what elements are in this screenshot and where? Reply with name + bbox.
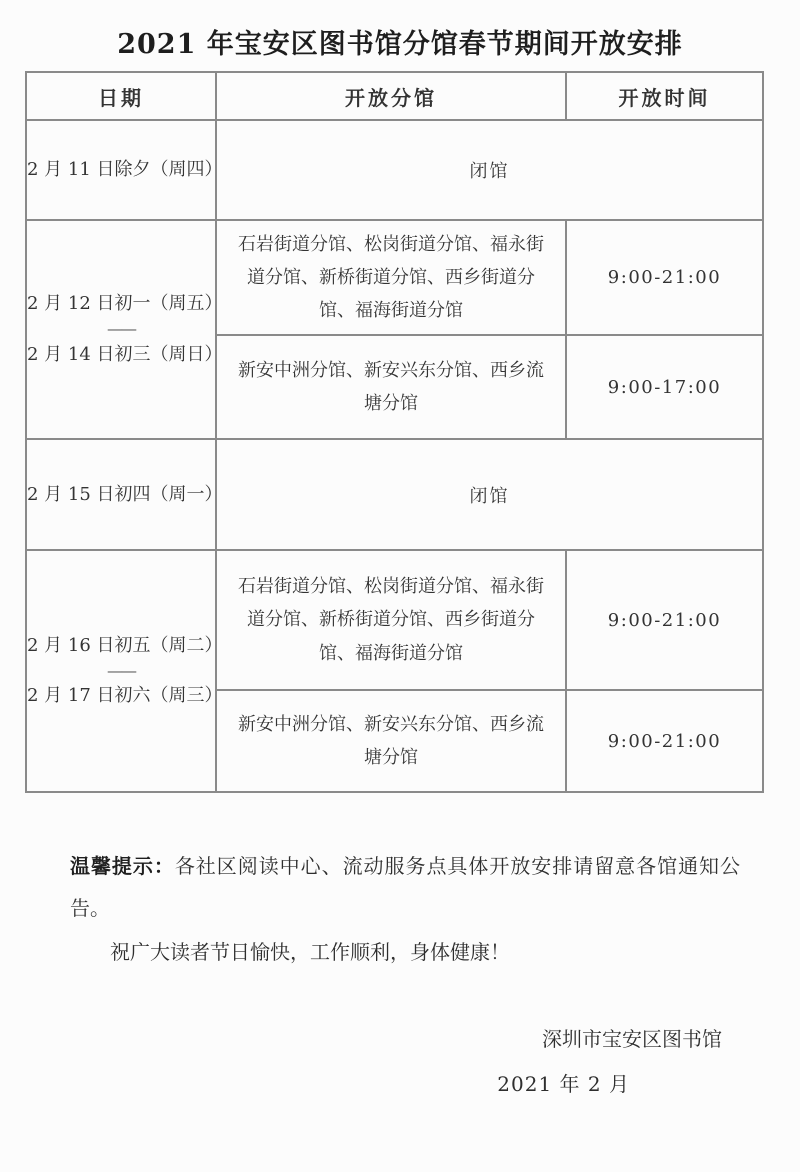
notice-paragraph xyxy=(70,845,740,929)
date-range-separator: —— xyxy=(107,319,135,339)
time-xinan-group-2: 9:00-21:00 xyxy=(566,690,763,792)
date-range-feb12-14 xyxy=(26,220,223,439)
header-branches: 开放分馆 xyxy=(216,72,566,120)
date-range-separator: —— xyxy=(107,660,135,680)
status-closed-feb15: 闭馆 xyxy=(216,439,763,550)
wish-paragraph: 祝广大读者节日愉快，工作顺利，身体健康！ xyxy=(110,940,510,964)
signature-date: 2021 年 2 月 xyxy=(497,1072,630,1096)
date-range-feb16-17 xyxy=(26,550,223,792)
status-closed-feb11: 闭馆 xyxy=(216,120,763,220)
branches-street-group-2: 石岩街道分馆、松岗街道分馆、福永街道分馆、新桥街道分馆、西乡街道分馆、福海街道分馆 xyxy=(216,550,566,690)
document-page xyxy=(0,22,800,1172)
header-time: 开放时间 xyxy=(566,72,763,120)
date-range-end: 2 月 17 日初六（周三） xyxy=(27,685,223,707)
table-row-feb16-17-a xyxy=(26,550,763,690)
time-street-group-1: 9:00-21:00 xyxy=(566,220,763,335)
date-range-start: 2 月 16 日初五（周二） xyxy=(27,634,223,656)
table-row-feb12-14-a xyxy=(26,220,763,335)
date-range-start: 2 月 12 日初一（周五） xyxy=(27,293,223,315)
signature-organization: 深圳市宝安区图书馆 xyxy=(542,1027,722,1051)
table-header-row xyxy=(26,72,763,120)
time-xinan-group-1: 9:00-17:00 xyxy=(566,335,763,439)
table-row-feb15 xyxy=(26,439,763,550)
branches-street-group-1: 石岩街道分馆、松岗街道分馆、福永街道分馆、新桥街道分馆、西乡街道分馆、福海街道分馆 xyxy=(216,220,566,335)
opening-schedule-table xyxy=(25,71,764,793)
date-feb11: 2 月 11 日除夕（周四） xyxy=(26,120,216,220)
table-row-feb11 xyxy=(26,120,763,220)
time-street-group-2: 9:00-21:00 xyxy=(566,550,763,690)
header-date: 日期 xyxy=(26,72,216,120)
date-range-end: 2 月 14 日初三（周日） xyxy=(27,343,223,365)
notice-text: 各社区阅读中心、流动服务点具体开放安排请留意各馆通知公告。 xyxy=(70,854,741,920)
notice-label: 温馨提示： xyxy=(70,854,175,878)
date-feb15: 2 月 15 日初四（周一） xyxy=(26,439,216,550)
branches-xinan-group-2: 新安中洲分馆、新安兴东分馆、西乡流塘分馆 xyxy=(216,690,566,792)
page-title: 2021 年宝安区图书馆分馆春节期间开放安排 xyxy=(117,29,683,60)
branches-xinan-group-1: 新安中洲分馆、新安兴东分馆、西乡流塘分馆 xyxy=(216,335,566,439)
